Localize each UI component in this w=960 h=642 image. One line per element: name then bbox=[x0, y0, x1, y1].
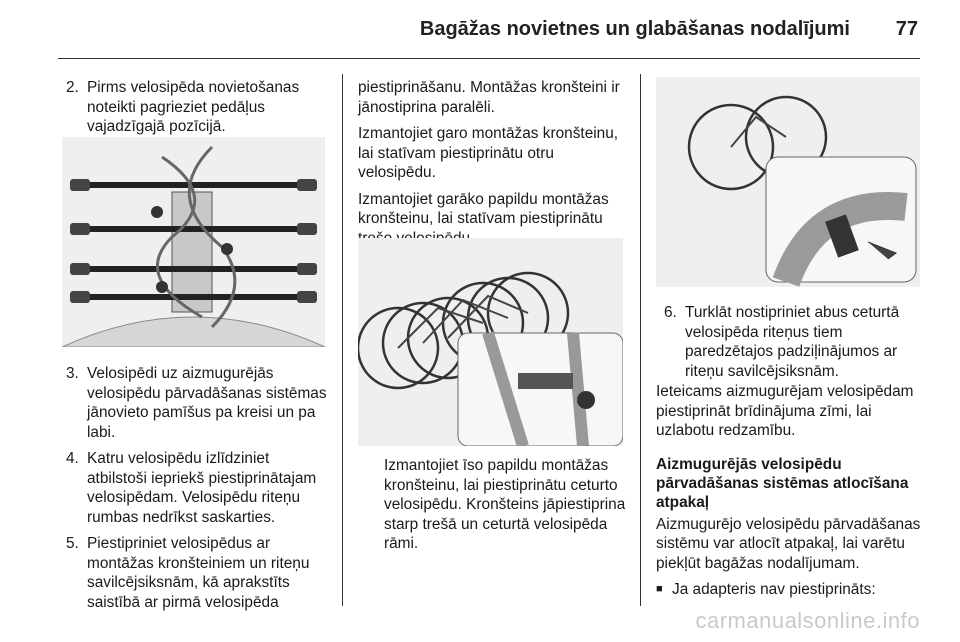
column-3-continued bbox=[656, 382, 922, 600]
figure-three-bikes-mounted bbox=[358, 238, 623, 446]
paragraph: Izmantojiet garo montāžas kronšteinu, lai statīvam piestiprinātu otru velosipēdu. bbox=[358, 125, 619, 181]
column-2 bbox=[358, 78, 630, 255]
column-3 bbox=[664, 303, 922, 388]
bullet-square-icon: ■ bbox=[656, 583, 663, 595]
paragraph: Aizmugurējo velosipēdu pārvadāšanas sistēmu var atlocīt atpakaļ, lai varētu piekļūt bagāžas nodalījumam. bbox=[656, 515, 921, 572]
list-item-5 bbox=[66, 534, 328, 612]
bullet-text: Ja adapteris nav piestiprināts: bbox=[672, 581, 876, 598]
item-text: Turklāt nostipriniet abus ceturtā velosipēda riteņus tiem paredzētajos padziļinājumos ar riteņu savilcējsiksnām. bbox=[685, 304, 900, 380]
paragraph: Izmantojiet garāko papildu montāžas kronšteinu, lai statīvam piestiprinātu bbox=[358, 190, 609, 227]
page-title: Bagāžas novietnes un glabāšanas nodalījumi bbox=[419, 18, 850, 40]
section-heading: Aizmugurējās velosipēdu pārvadāšanas sistēmas atlocīšana atpakaļ bbox=[656, 455, 909, 511]
item-text: Pirms velosipēda novietošanas noteikti pagrieziet pedāļus vajadzīgajā pozīcijā. bbox=[87, 79, 300, 135]
item-number: 6. bbox=[664, 304, 677, 321]
paragraph: Izmantojiet īso papildu montāžas kronšteinu, lai piestiprinātu ceturto velosipēdu. Kronšteins jāpiestiprina starp trešā un ceturtā velosipēda rāmi. bbox=[384, 457, 626, 552]
item-text: Piestipriniet velosipēdus ar montāžas kronšteiniem un riteņu savilcējsiksnām, kā aprakstīts saistībā ar pirmā velosipēda bbox=[87, 535, 310, 611]
item-number: 4. bbox=[66, 450, 79, 467]
header-divider bbox=[58, 58, 920, 59]
column-1 bbox=[66, 78, 328, 144]
list-item-4 bbox=[66, 449, 328, 527]
paragraph: piestiprināšanu. Montāžas kronšteini ir jānostiprina paralēli. bbox=[358, 79, 620, 116]
item-text: Katru velosipēdu izlīdziniet atbilstoši iepriekš piestiprinātajam velosipēdam. Velosipēdu riteņu rumbas nedrīkst saskarties. bbox=[87, 450, 317, 526]
item-number: 2. bbox=[66, 79, 79, 96]
figure-bike-rack-top-view bbox=[62, 137, 325, 347]
paragraph: Ieteicams aizmugurējam velosipēdam piestiprināt brīdinājuma zīmi, lai uzlabotu redzamību. bbox=[656, 383, 914, 439]
column-divider-2 bbox=[640, 74, 641, 606]
list-item-2 bbox=[66, 78, 328, 137]
bullet-item bbox=[656, 580, 922, 600]
column-1-continued bbox=[66, 364, 328, 619]
list-item-6 bbox=[664, 303, 922, 381]
page-number: 77 bbox=[895, 18, 918, 40]
item-text: Velosipēdi uz aizmugurējās velosipēdu pārvadāšanas sistēmas jānovieto pamīšus pa kreisi un pa labi. bbox=[87, 365, 327, 441]
item-number: 3. bbox=[66, 365, 79, 382]
list-item-3 bbox=[66, 364, 328, 442]
watermark: carmanualsonline.info bbox=[695, 608, 920, 633]
column-divider-1 bbox=[342, 74, 343, 606]
column-2-continued bbox=[384, 456, 630, 561]
figure-wheel-strap-detail bbox=[656, 77, 920, 287]
item-number: 5. bbox=[66, 535, 79, 552]
